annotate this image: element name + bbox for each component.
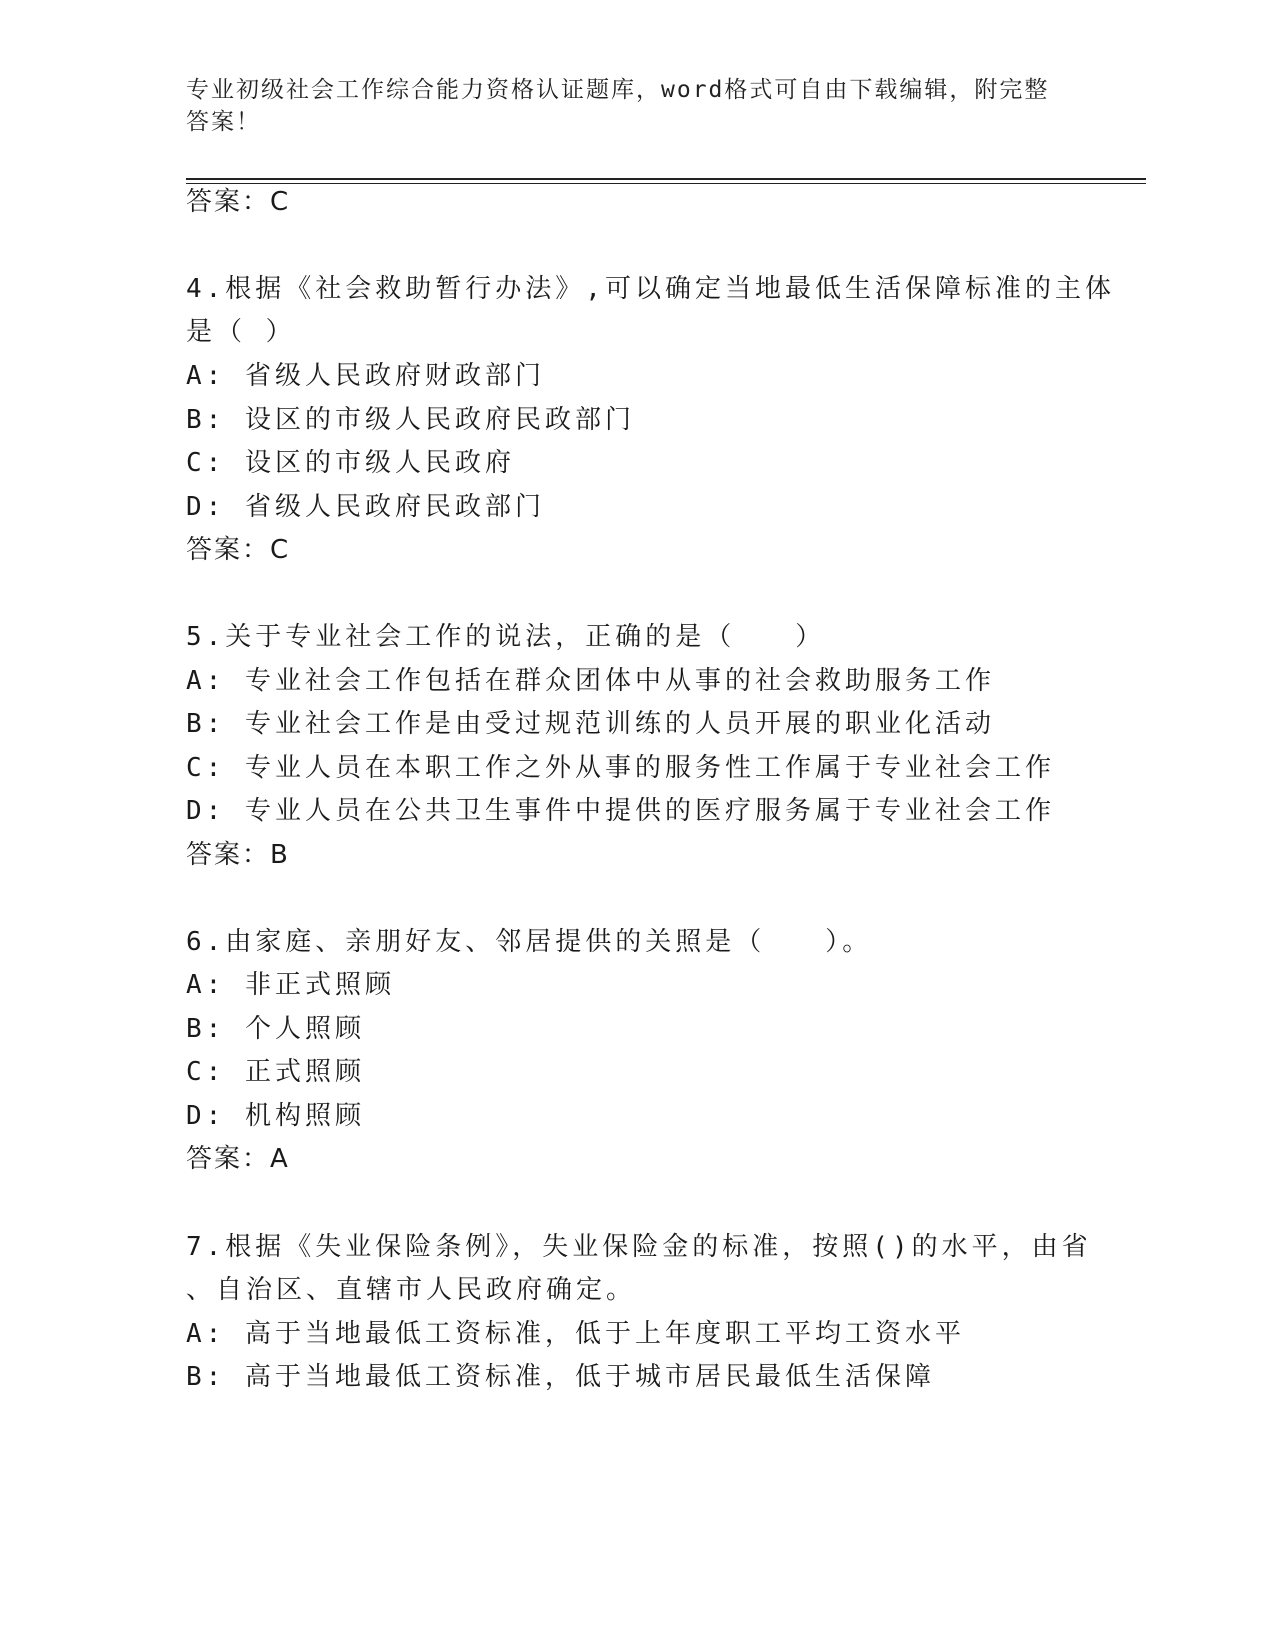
page-header: 专业初级社会工作综合能力资格认证题库，word格式可自由下载编辑，附完整答案！: [186, 77, 1050, 135]
question-stem-continued: 是（ ）: [186, 317, 296, 347]
answer-line: 答案：C: [186, 535, 291, 565]
option-d: D: 机构照顾: [186, 1101, 365, 1131]
option-b: B: 设区的市级人民政府民政部门: [186, 405, 635, 435]
option-a: A: 高于当地最低工资标准，低于上年度职工平均工资水平: [186, 1319, 965, 1349]
question-stem: 4.根据《社会救助暂行办法》,可以确定当地最低生活保障标准的主体: [186, 274, 1115, 304]
question-stem: 7.根据《失业保险条例》，失业保险金的标准，按照()的水平，由省: [186, 1232, 1092, 1262]
option-d: D: 专业人员在公共卫生事件中提供的医疗服务属于专业社会工作: [186, 796, 1055, 826]
answer-line: 答案：B: [186, 840, 290, 870]
option-d: D: 省级人民政府民政部门: [186, 492, 545, 522]
question-stem: 5.关于专业社会工作的说法，正确的是（ ）: [186, 622, 826, 652]
answer-line: 答案：A: [186, 1144, 290, 1174]
option-c: C: 专业人员在本职工作之外从事的服务性工作属于专业社会工作: [186, 753, 1055, 783]
option-c: C: 正式照顾: [186, 1057, 365, 1087]
option-b: B: 专业社会工作是由受过规范训练的人员开展的职业化活动: [186, 709, 995, 739]
option-b: B: 高于当地最低工资标准，低于城市居民最低生活保障: [186, 1362, 935, 1392]
option-a: A: 省级人民政府财政部门: [186, 361, 545, 391]
option-b: B: 个人照顾: [186, 1014, 365, 1044]
option-a: A: 专业社会工作包括在群众团体中从事的社会救助服务工作: [186, 666, 995, 696]
question-stem: 6.由家庭、亲朋好友、邻居提供的关照是（ ）。: [186, 927, 873, 957]
header-rule-thick: [186, 178, 1146, 180]
answer-line: 答案：C: [186, 187, 291, 217]
option-a: A: 非正式照顾: [186, 970, 395, 1000]
question-stem-continued: 、自治区、直辖市人民政府确定。: [186, 1275, 637, 1305]
option-c: C: 设区的市级人民政府: [186, 448, 515, 478]
header-rule-thin: [186, 183, 1146, 184]
